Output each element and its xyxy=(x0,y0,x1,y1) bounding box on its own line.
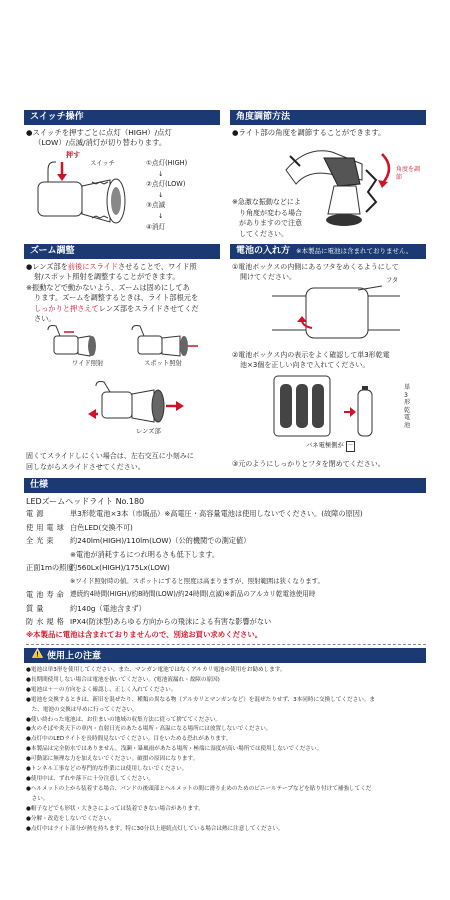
switch-steps: ①点灯(HIGH) ↓ ②点灯(LOW) ↓ ③点滅 ↓ ④消灯 xyxy=(146,159,188,231)
lens-label: レンズ部 xyxy=(136,428,161,435)
spot-beam-label: スポット照射 xyxy=(144,360,182,367)
spec-product-name: LEDズームヘッドライト No.180 xyxy=(26,497,145,506)
angle-adjust-label: 角度を調節 xyxy=(396,166,421,181)
switch-label: スイッチ xyxy=(90,160,115,167)
battery-compartment-illustration xyxy=(270,372,416,448)
list-item: ●帽子などでも形状・大きさによっては装着できない場合があります。 xyxy=(26,805,204,812)
zoom-wide-illustration xyxy=(44,322,104,360)
spec-row: ※ワイド照射時の値。スポットにすると照度は高まりますが、照射範囲は狭くなります。 xyxy=(70,576,324,585)
spec-battery-warning: ※本製品に電池は含まれておりませんので、別途お買い求めください。 xyxy=(26,630,263,639)
caution-section-header xyxy=(24,648,426,663)
zoom-section-title: ズーム調整 xyxy=(30,246,75,256)
battery-step-1: ①電池ボックスの内側にあるフタをめくるようにして 開けてください。 xyxy=(232,263,399,282)
battery-section-title: 電池の入れ方 xyxy=(236,246,291,256)
angle-note: ※急激な振動などによ り角度が変わる場合 がありますので注意 してください。 xyxy=(232,198,302,238)
zoom-footnote: 固くてスライドしにくい場合は、左右交互に小刻みに 回しながらスライドさせてください。 xyxy=(26,452,194,471)
wide-beam-label: ワイド照射 xyxy=(72,360,104,367)
spring-terminal-label: バネ電極側が － xyxy=(306,441,355,452)
list-item: た、電池の交換は早めに行ってください。 xyxy=(26,706,138,713)
list-item: ●火のそばや炎天下の車内・直射日光のあたる場所・高温になる場所には放置しないでください。 xyxy=(26,726,272,733)
zoom-lens-illustration xyxy=(88,378,188,428)
list-item: ●使い終わった電池は、お住まいの地域の収集方法に従って捨ててください。 xyxy=(26,716,222,723)
spec-row: ※電池が消耗するにつれ明るさも低下します。 xyxy=(70,549,220,559)
switch-section-title: スイッチ操作 xyxy=(30,112,84,122)
spec-row: 全光束 約240lm(HIGH)/110lm(LOW)（公的機関での測定値） xyxy=(26,536,251,545)
angle-description: ●ライト部の角度を調節することができます。 xyxy=(232,128,386,137)
list-item: さい。 xyxy=(26,795,49,802)
list-item: ●本製品は完全防水ではありません。浅瀬・暴風雨があたる場所・極端に湿度が高い場所では使用しないでください。 xyxy=(26,746,323,753)
spec-row: 正面1mの照度 約560Lx(HIGH)/175Lx(LOW) xyxy=(26,563,170,572)
spec-divider xyxy=(26,644,426,645)
list-item: ●点灯中はライト部分が熱を持ちます。特に30分以上連続点灯している場合は熱に注意してください。 xyxy=(26,825,284,832)
spec-row: 電源 単3形乾電池×3本（市販品）※高電圧・高容量電池は使用しないでください。(故障の原因) xyxy=(26,509,363,518)
list-item: ●可動部に無理な力を加えないでください。破損の原因になります。 xyxy=(26,756,199,763)
spec-table xyxy=(26,507,428,629)
battery-lid-illustration xyxy=(272,284,422,342)
list-item: ●電池を交換するときは、新旧を混ぜたり、種類の異なる物（アルカリとマンガンなど）を混ぜたりせず、3本同時に交換してください。ま xyxy=(26,696,375,703)
battery-section-header xyxy=(230,244,426,259)
warning-icon xyxy=(32,648,43,664)
cell-type-label: 単3形乾電池 xyxy=(404,384,411,429)
spec-row: 質量 約140g（電池含まず） xyxy=(26,603,146,613)
list-item: ●分解・改造をしないでください。 xyxy=(26,815,115,822)
zoom-description: ●レンズ部を前後にスライドさせることで、ワイド照 射/スポット照射を調整することができます。 ※振動などで動かないよう、ズームは固めにしてあ ります。ズームを調整するときは、ライト部根元を しっかりと押さえてレンズ部をスライドさせてくだ さい。 xyxy=(26,262,199,324)
angle-section-header xyxy=(230,110,426,125)
list-item: ●長期間使用しない場合は電池を抜いてください。(電池液漏れ・故障の原因) xyxy=(26,676,220,683)
battery-step-3: ③元のようにしっかりとフタを閉めてください。 xyxy=(232,460,385,468)
list-item: ●点灯中のLEDライトを長時間見ないでください。目をいためる恐れがあります。 xyxy=(26,736,232,743)
switch-illustration xyxy=(34,152,144,234)
lid-label: フタ xyxy=(386,277,399,284)
spec-row: 使用電球 白色LED(交換不可) xyxy=(26,522,133,532)
push-label: 押す xyxy=(66,151,80,159)
spec-section-title: 仕様 xyxy=(30,480,49,490)
battery-step-2: ②電池ボックス内の表示をよく確認して単3形乾電 池×3個を正しい向きで入れてください。 xyxy=(232,351,390,370)
list-item: ●使用中は、ずれや落下に十分注意してください。 xyxy=(26,775,154,782)
spec-row: 電池寿命 連続約4時間(HIGH)/約8時間(LOW)/約24時間(点滅)※新品のアルカリ乾電池使用時 xyxy=(26,590,316,599)
caution-section-title: 使用上の注意 xyxy=(47,651,102,662)
battery-section-note: ※本製品に電池は含まれておりません。 xyxy=(296,247,413,255)
zoom-spot-illustration xyxy=(128,322,200,360)
list-item: ●トンネル工事などの専門的な作業には使用しないでください。 xyxy=(26,766,188,773)
list-item: ●ヘルメットの上から装着する場合、バンドの後頭部とヘルメットの間に滑り止めのためのビニールテープなどを貼り付けて補強してくだ xyxy=(26,785,372,792)
list-item: ●電池は単3形を使用してください。また、マンガン電池ではなくアルカリ電池の使用をお勧めします。 xyxy=(26,667,286,673)
spec-row: 防水規格 IPX4(防沫型)あらゆる方向からの飛沫による有害な影響がない xyxy=(26,617,272,626)
caution-list xyxy=(26,666,428,834)
spec-section-header xyxy=(24,478,426,493)
switch-section-header xyxy=(24,110,220,125)
switch-description: ●スイッチを押すごとに点灯（HIGH）/点灯 （LOW）/点滅/消灯が切り替わります。 xyxy=(26,128,172,148)
angle-section-title: 角度調節方法 xyxy=(236,112,291,122)
list-item: ●電池は＋－の方向をよく確認し、正しく入れてください。 xyxy=(26,686,177,693)
zoom-section-header xyxy=(24,244,220,259)
